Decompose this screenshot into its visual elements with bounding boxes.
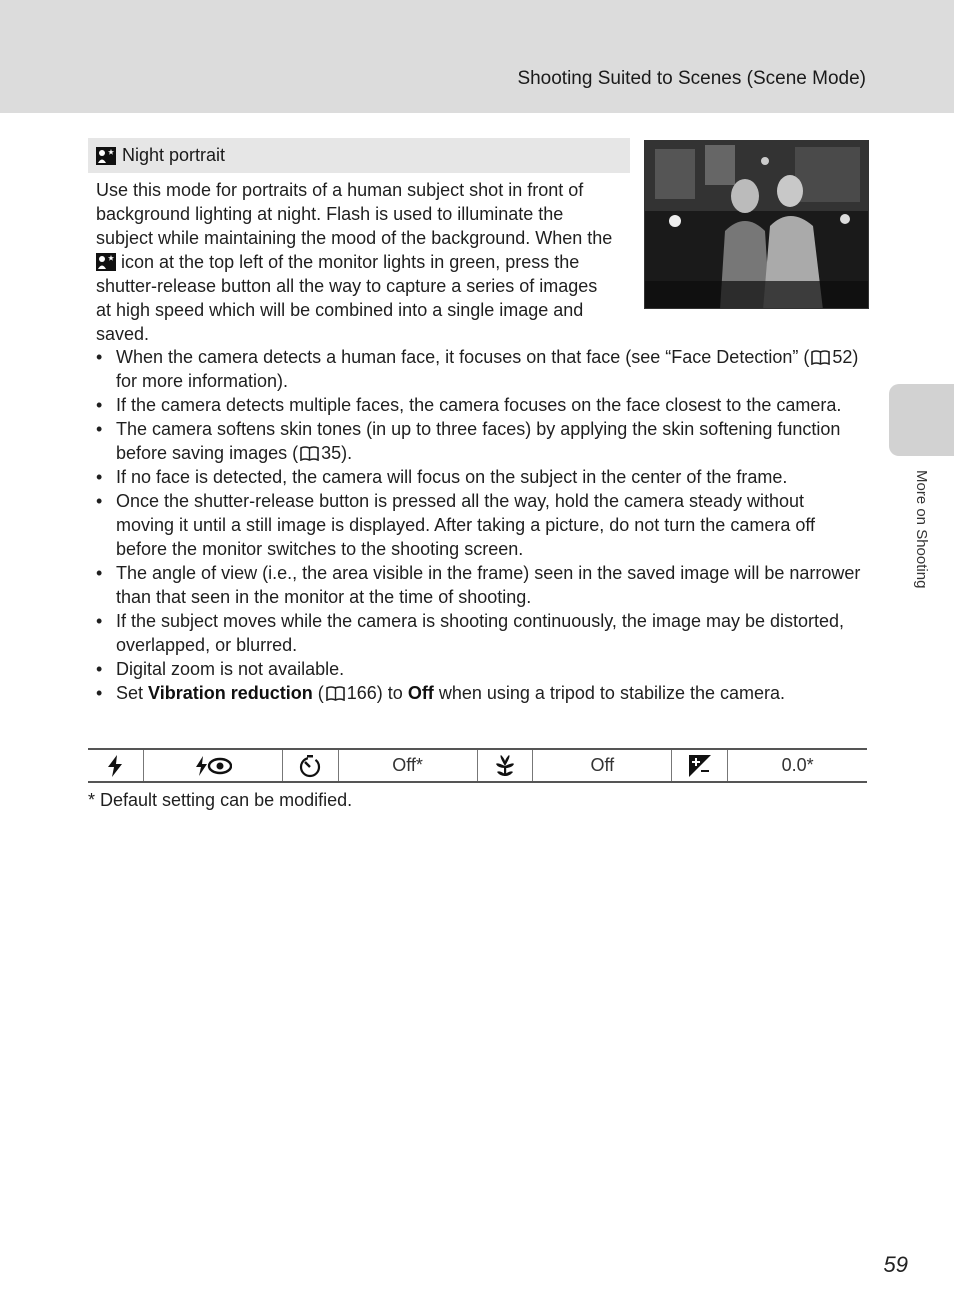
chapter-tab-label: More on Shooting [913, 470, 930, 589]
list-item: • The camera softens skin tones (in up to three faces) by applying the skin softening function before saving images ( 35). [96, 417, 862, 465]
intro-paragraph: Use this mode for portraits of a human subject shot in front of background lighting at night. Flash is used to illuminate the subject while maintaining the mood of the background. When the icon at the top left of the monitor lights in green, press the shutter-release button all the way to capture a series of images at high speed which will be combined into a single image and saved. [96, 180, 613, 344]
footnote: * Default setting can be modified. [88, 790, 353, 810]
flash-icon [106, 755, 124, 777]
macro-mode-value: Off [533, 750, 672, 781]
exposure-compensation-icon [689, 755, 711, 777]
flash-mode-value [144, 750, 283, 781]
list-item: • Once the shutter-release button is pressed all the way, hold the camera steady without moving it until a still image is displayed. After taking a picture, do not turn the camera off before the monitor switches to the shooting screen. [96, 489, 862, 561]
macro-mode-cell [478, 750, 534, 781]
exposure-compensation-cell [672, 750, 728, 781]
flash-mode-cell [88, 750, 144, 781]
page-header-title: Shooting Suited to Scenes (Scene Mode) [517, 68, 866, 89]
list-item: • If the subject moves while the camera is shooting continuously, the image may be distorted, overlapped, or blurred. [96, 609, 862, 657]
list-item: • When the camera detects a human face, it focuses on that face (see “Face Detection” ( 52) for more information). [96, 345, 862, 393]
book-reference-icon [326, 686, 345, 701]
book-reference-icon [300, 446, 319, 461]
list-item: • The angle of view (i.e., the area visible in the frame) seen in the saved image will be narrower than that seen in the monitor at the time of shooting. [96, 561, 862, 609]
page-number: 59 [883, 1252, 908, 1277]
macro-flower-icon [494, 754, 516, 778]
section-title-bar [88, 138, 630, 173]
list-item: • If no face is detected, the camera will focus on the subject in the center of the frame. [96, 465, 862, 489]
night-portrait-icon [96, 147, 116, 165]
self-timer-icon [298, 754, 322, 778]
self-timer-value: Off* [339, 750, 478, 781]
exposure-compensation-value: 0.0* [781, 755, 814, 775]
night-portrait-icon [96, 253, 116, 271]
night-portrait-sample-photo [644, 140, 869, 309]
section-title: Night portrait [122, 145, 226, 165]
list-item: • Digital zoom is not available. [96, 657, 862, 681]
default-settings-table [88, 748, 867, 783]
book-reference-icon [811, 350, 830, 365]
flash-red-eye-reduction-icon [194, 755, 232, 777]
header-band [0, 0, 954, 113]
notes-list [96, 345, 862, 705]
chapter-tab [889, 384, 954, 456]
list-item: • Set Vibration reduction ( 166) to Off when using a tripod to stabilize the camera. [96, 681, 862, 705]
list-item: • If the camera detects multiple faces, the camera focuses on the face closest to the camera. [96, 393, 862, 417]
self-timer-cell [283, 750, 339, 781]
